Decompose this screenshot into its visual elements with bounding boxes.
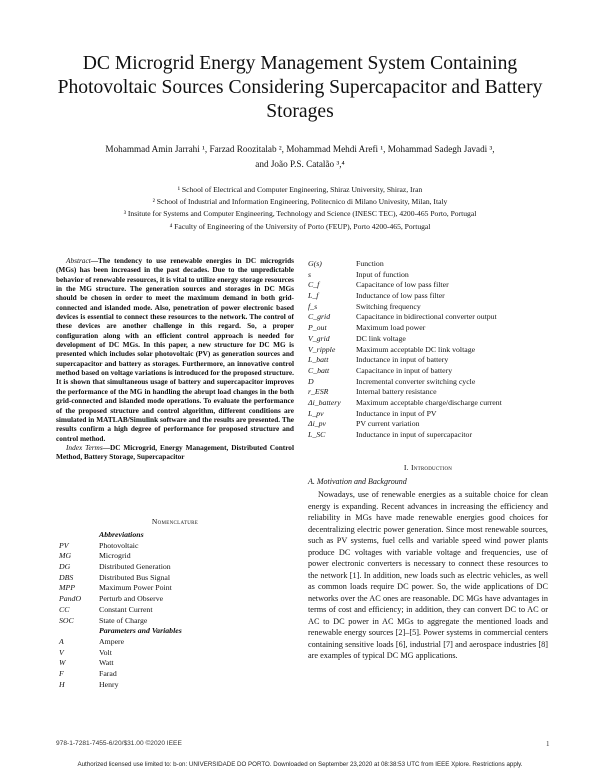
symbol-row (308, 355, 548, 366)
symbol: MPP (59, 583, 76, 593)
isbn-footer: 978-1-7281-7455-6/20/$31.00 ©2020 IEEE (56, 740, 182, 747)
author-line-1: Mohammad Amin Jarrahi ¹, Farzad Roozitalab ², Mohammad Mehdi Arefi ¹, Mohammad Sadegh Javadi ³, (105, 144, 495, 154)
symbol: L_pv (308, 408, 324, 418)
definition: Capacitance in input of battery (356, 365, 453, 375)
symbol: C_f (308, 280, 320, 290)
symbol: P_out (308, 323, 327, 333)
symbol: Δi_battery (308, 397, 341, 407)
symbol-row (308, 259, 548, 270)
symbol: V_ripple (308, 344, 336, 354)
definition: Input of function (356, 269, 409, 279)
definition: Maximum acceptable charge/discharge current (356, 397, 502, 407)
index-terms-text: —DC Microgrid, Energy Management, Distributed Control Method, Battery Storage, Supercapacitor (56, 442, 294, 462)
definition: DC link voltage (356, 333, 406, 343)
definition: Inductance of low pass filter (356, 291, 445, 301)
definition: Internal battery resistance (356, 387, 437, 397)
symbol-row (308, 366, 548, 377)
symbol-row (308, 398, 548, 409)
subsection-heading: A. Motivation and Background (308, 477, 407, 486)
symbol: G(s) (308, 259, 322, 268)
symbol: V_grid (308, 333, 330, 343)
introduction-text (308, 489, 548, 662)
author-list (40, 142, 560, 171)
intro-paragraph: Nowadays, use of renewable energies as a suitable choice for clean energy is expanding. Recent advances in increasing the efficiency and reliability in MGs have made renewable energies good choices for decentralizing electric power generation. Since most renewable sources, such as PV systems, fuel cells and variable speed wind power plants produce DC voltages with variable voltage and frequencies, use of power electronic converters is necessary to connect these resources to the network [1]. In addition, new loads such as electric vehicles, as well as common loads require DC power. So, the wide applications of DC networks over the AC ones are reasonable. DC MGs have advantages in terms of cost and efficiency; in addition, they can convert DC to AC or AC to DC power in AC MGs to aggregate the mentioned loads and renewable energy sources [2]–[5]. Power systems in commercial centers containing sensitive loads [6], industrial [7] and aerospace industries [8] are examples of typical DC MG applications. (308, 490, 548, 660)
symbol-row (308, 312, 548, 323)
symbol: D (308, 376, 314, 386)
definition: Inductance in input of battery (356, 355, 449, 365)
definition: Microgrid (99, 551, 131, 561)
definition: Perturb and Observe (99, 594, 164, 604)
author-line-2: and João P.S. Catalão ³,⁴ (255, 158, 345, 169)
definition: Maximum acceptable DC link voltage (356, 344, 476, 354)
paper-title: DC Microgrid Energy Management System Containing Photovoltaic Sources Considering Supercapacitor and Battery Storages (57, 53, 543, 122)
symbol: V (59, 647, 64, 657)
symbol: L_f (308, 291, 319, 301)
definition: Inductance in input of supercapacitor (356, 430, 473, 439)
nomenclature-row (56, 680, 294, 691)
definition: Incremental converter switching cycle (356, 376, 476, 386)
definition: Maximum load power (356, 323, 426, 333)
symbol: s (308, 269, 312, 279)
nomenclature-row (56, 637, 294, 648)
nomenclature-row (56, 551, 294, 562)
symbol: SOC (59, 615, 74, 625)
symbol: r_ESR (308, 387, 329, 397)
definition: Photovoltaic (99, 540, 139, 550)
nomenclature-row (56, 658, 294, 669)
symbol: DG (59, 562, 71, 572)
affiliation-4: ⁴ Faculty of Engineering of the University of Porto (FEUP), Porto 4200-465, Portugal (169, 221, 431, 231)
symbol: H (59, 679, 65, 689)
page-number: 1 (546, 740, 550, 748)
abbreviations-heading: Abbreviations (99, 530, 144, 539)
symbol-row (308, 387, 548, 398)
nomenclature-row (56, 669, 294, 680)
symbol: L_batt (308, 355, 329, 365)
symbol-row (308, 419, 548, 430)
symbol-row (308, 430, 548, 441)
nomenclature-row (56, 562, 294, 573)
nomenclature-heading: Nomenclature (151, 517, 199, 526)
symbol: A (59, 636, 64, 646)
abstract-paragraph (56, 256, 294, 443)
abstract (56, 256, 294, 462)
nomenclature-row (56, 573, 294, 584)
symbol-row (308, 280, 548, 291)
definition: Capacitance of low pass filter (356, 280, 449, 290)
definition: Volt (99, 647, 112, 657)
symbol: C_grid (308, 312, 331, 322)
symbol-list (308, 259, 548, 441)
symbol: L_SC (308, 430, 326, 439)
affiliation-1: ¹ School of Electrical and Computer Engineering, Shiraz University, Shiraz, Iran (177, 185, 423, 194)
index-terms-label: Index Terms (66, 442, 103, 452)
definition: PV current variation (356, 419, 420, 429)
definition: Capacitance in bidirectional converter output (356, 312, 497, 322)
symbol: f_s (308, 301, 318, 311)
symbol-row (308, 323, 548, 334)
parameters-heading: Parameters and Variables (99, 626, 182, 636)
nomenclature-row (56, 541, 294, 552)
nomenclature-row (56, 583, 294, 594)
affiliation-3: ³ Insitute for Systems and Computer Engineering, Technology and Science (INESC TEC), 4200-465 Porto, Portugal (123, 209, 477, 219)
symbol: MG (59, 551, 72, 561)
definition: Inductance in input of PV (356, 408, 437, 418)
symbol-row (308, 409, 548, 420)
symbol: DBS (59, 572, 74, 582)
symbol-row (308, 377, 548, 388)
symbol-row (308, 291, 548, 302)
symbol: C_batt (308, 365, 330, 375)
abstract-text: —The tendency to use renewable energies in DC microgrids (MGs) has been increased in the past decades. Due to the unpredictable behavior of renewable resources, it is vital to utilize energy storage resources in the MG structure. The generation sources and storages in DC MGs should be chosen in order to meet the maximum demand in both grid-connected and islanded mode. Also, penetration of power electronic based devices is essential to connect these resources to the network. The control of these devices are another challenge in this regard. So, a proper configuration along with an efficient control approach is needed for development of DC MGs. In this paper, a new structure for DC MG is presented which includes solar photovoltaic (PV) as generation sources and supercapacitor and battery as storages. Furthermore, an innovative control method based on voltage variations is introduced for the proposed structure. It is shown that simultaneous usage of battery and supercapacitor improves the performance of the MG in handling the abrupt load changes in the both grid-connected and islanded mode operations. To evaluate the performance of the proposed structure and control algorithm, different conditions are simulated in MATLAB/Simulink software and the results are presented. The results confirm a high degree of performance for proposed structure and control method. (56, 256, 294, 443)
definition: Constant Current (99, 604, 153, 614)
nomenclature-row (56, 605, 294, 616)
affiliations (30, 184, 570, 233)
symbol-row (308, 345, 548, 356)
nomenclature-row (56, 616, 294, 627)
definition: Watt (99, 658, 114, 668)
definition: Function (356, 259, 384, 268)
nomenclature-row (56, 594, 294, 605)
definition: Farad (99, 668, 117, 678)
symbol: PV (59, 540, 69, 550)
symbol: W (59, 658, 66, 668)
nomenclature-row (56, 648, 294, 659)
symbol: Δi_pv (308, 419, 326, 429)
nomenclature-list (56, 530, 294, 690)
definition: Maximum Power Point (99, 583, 172, 593)
symbol-row (308, 270, 548, 281)
affiliation-2: ² School of Industrial and Information Engineering, Politecnico di Milano Univesity, Milan, Italy (152, 197, 448, 207)
abstract-label: Abstract (66, 256, 91, 265)
symbol-row (308, 302, 548, 313)
section-heading: I. Introduction (403, 463, 453, 472)
definition: State of Charge (99, 615, 148, 625)
definition: Switching frequency (356, 301, 421, 311)
definition: Ampere (99, 636, 125, 646)
index-terms (56, 443, 294, 462)
definition: Distributed Generation (99, 562, 171, 572)
symbol: PandO (59, 594, 82, 604)
symbol: CC (59, 604, 70, 614)
license-notice: Authorized licensed use limited to: b-on: UNIVERSIDADE DO PORTO. Downloaded on September 23,2020 at 08:38:53 UTC from IEEE Xplore. Restrictions apply. (77, 761, 523, 768)
symbol-row (308, 334, 548, 345)
definition: Distributed Bus Signal (99, 572, 171, 582)
symbol: F (59, 668, 64, 678)
definition: Henry (99, 679, 119, 689)
